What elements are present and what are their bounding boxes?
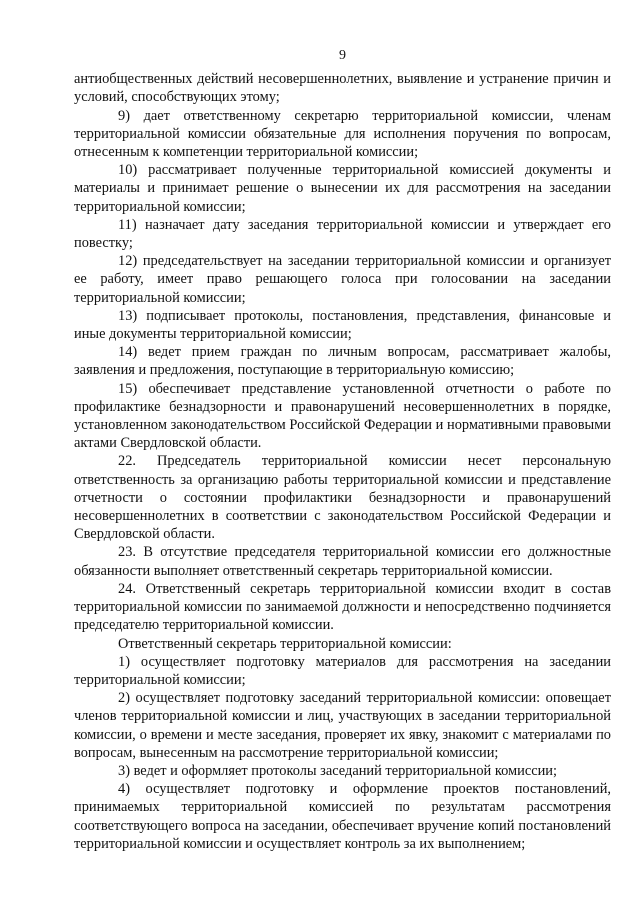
paragraph-secretary-intro: Ответственный секретарь территориальной комиссии: (118, 635, 452, 652)
paragraph-secretary-item-2: 2) осуществляет подготовку заседаний территориальной комиссии: оповещает членов территориальной комиссии и лиц, участвующих в заседании территориальной комиссии, о времени и месте заседания, проверяет их явку, знакомит с материалами по вопросам, вынесенным на рассмотрение территориальной комиссии; (74, 690, 611, 761)
paragraph-section-24: 24. Ответственный секретарь территориальной комиссии входит в состав территориальной комиссии по занимаемой должности и непосредственно подчиняется председателю территориальной комиссии. (74, 580, 611, 634)
paragraph-item-15: 15) обеспечивает представление установленной отчетности о работе по профилактике безнадзорности и правонарушений несовершеннолетних в порядке, установленном законодательством Российской Федерации и нормативными правовыми актами Свердловской области. (74, 380, 611, 452)
paragraph-section-23: 23. В отсутствие председателя территориальной комиссии его должностные обязанности выполняет ответственный секретарь территориальной комиссии. (74, 544, 611, 579)
paragraph-section-22: 22. Председатель территориальной комиссии несет персональную ответственность за организацию работы территориальной комиссии и представление отчетности о состоянии профилактики безнадзорности и правонарушений несовершеннолетних в соответствии с законодательством Российской Федерации и Свердловской области. (74, 453, 611, 543)
paragraph-item-14: 14) ведет прием граждан по личным вопросам, рассматривает жалобы, заявления и предложения, поступающие в территориальную комиссию; (74, 344, 611, 379)
paragraph-secretary-item-3: 3) ведет и оформляет протоколы заседаний территориальной комиссии; (118, 762, 557, 779)
paragraph-item-12: 12) председательствует на заседании территориальной комиссии и организует ее работу, имеет право решающего голоса при голосовании на заседании территориальной комиссии; (74, 253, 611, 306)
document-page (74, 0, 611, 853)
paragraph-item-13: 13) подписывает протоколы, постановления, представления, финансовые и иные документы территориальной комиссии; (74, 307, 611, 343)
paragraph-item-10: 10) рассматривает полученные территориальной комиссией документы и материалы и принимает решение о вынесении их для рассмотрения на заседании территориальной комиссии; (74, 162, 611, 215)
page-number: 9 (339, 48, 346, 63)
paragraph-secretary-item-1: 1) осуществляет подготовку материалов для рассмотрения на заседании территориальной комиссии; (74, 653, 611, 688)
paragraph-continuation: антиобщественных действий несовершеннолетних, выявление и устранение причин и условий, способствующих этому; (74, 71, 611, 106)
paragraph-item-11: 11) назначает дату заседания территориальной комиссии и утверждает его повестку; (74, 216, 611, 252)
paragraph-secretary-item-4: 4) осуществляет подготовку и оформление проектов постановлений, принимаемых территориальной комиссией по результатам рассмотрения соответствующего вопроса на заседании, обеспечивает вручение копий постановлений территориальной комиссии и осуществляет контроль за их выполнением; (74, 781, 611, 852)
paragraph-item-9: 9) дает ответственному секретарю территориальной комиссии, членам территориальной комиссии обязательные для исполнения поручения по вопросам, отнесенным к компетенции территориальной комиссии; (74, 107, 611, 161)
